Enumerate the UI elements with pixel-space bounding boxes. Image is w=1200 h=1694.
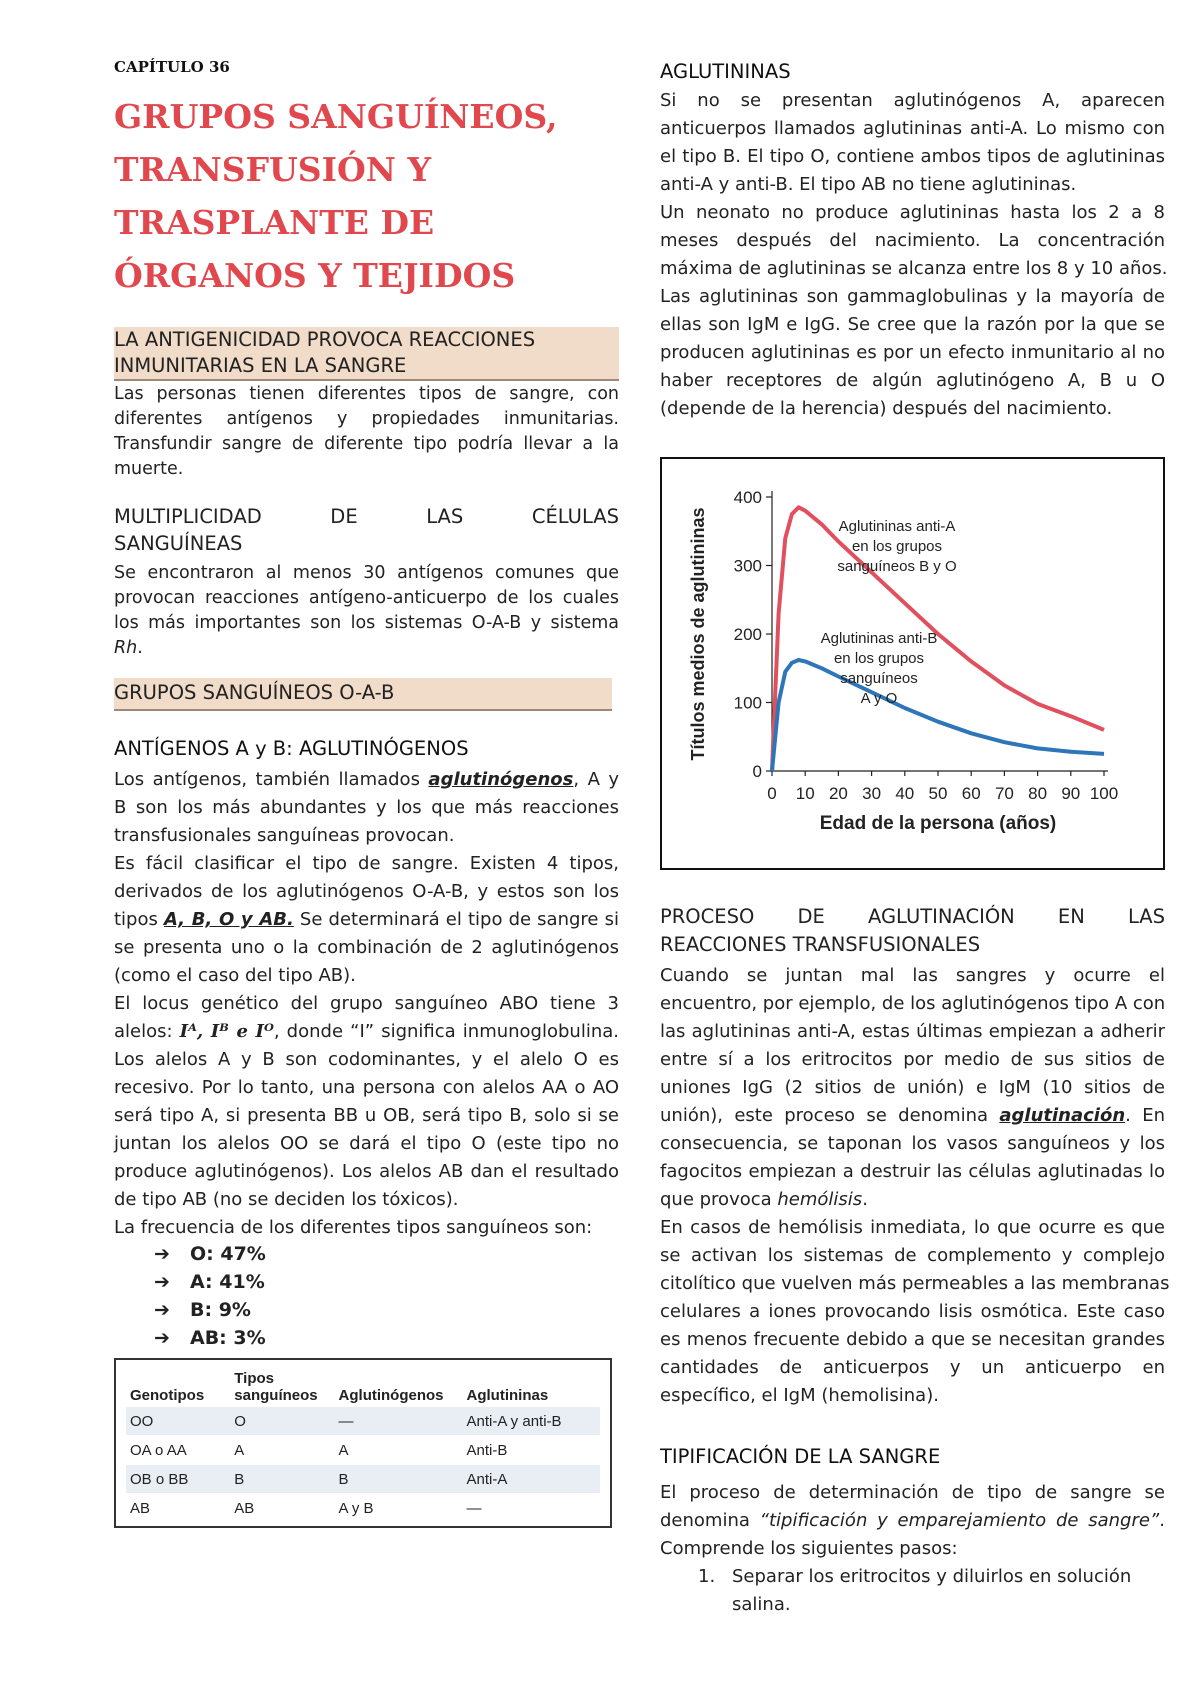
y-tick-label: 100 [733, 693, 762, 713]
x-tick-label: 30 [862, 784, 882, 803]
series-label: Aglutininas anti-A [838, 518, 956, 535]
table-row: OB o BB B B Anti-A [126, 1465, 600, 1494]
frequency-list [154, 1240, 266, 1352]
chapter-label: CAPÍTULO 36 [114, 58, 230, 76]
paragraph-antigenicidad: Las personas tienen diferentes tipos de sangre, con diferentes antígenos y propiedades inmunitarias. Transfundir sangre de diferente tipo podría llevar a la muerte. [114, 384, 619, 479]
table-row: OA o AA A A Anti-B [126, 1436, 600, 1465]
series-label: A y O [860, 690, 898, 707]
y-tick-label: 400 [733, 488, 762, 507]
agglutinin-chart [660, 457, 1165, 870]
heading-antigenos: ANTÍGENOS A y B: AGLUTINÓGENOS [114, 737, 469, 760]
arrow-icon: ➔ [154, 1243, 170, 1265]
y-tick-label: 200 [733, 625, 762, 644]
x-tick-label: 80 [1028, 784, 1048, 803]
paragraph-aglutininas: Si no se presentan aglutinógenos A, aparecen anticuerpos llamados aglutininas anti-A. Lo mismo con el tipo B. El tipo O, contiene ambos tipos de aglutininas anti-A y anti-B. El tipo AB no tiene aglutininas. Un neonato no produce aglutininas hasta los 2 a 8 meses después del nacimiento. La concentración máxima de aglutininas se alcanza entre los 8 y 10 años. Las aglutininas son gammaglobulinas y la mayoría de ellas son IgM e IgG. Se cree que la razón por la que se producen aglutininas es por un efecto inmunitario al no haber receptores de algún aglutinógeno A, B u O (depende de la herencia) después del nacimiento. [660, 90, 1168, 419]
arrow-icon: ➔ [154, 1299, 170, 1321]
list-item: ➔ AB: 3% [154, 1324, 266, 1352]
table-row: OO O — Anti-A y anti-B [126, 1407, 600, 1436]
x-tick-label: 70 [994, 784, 1014, 803]
series-label: en los grupos [851, 538, 943, 555]
paragraph-antigenos: Los antígenos, también llamados aglutinógenos, A y B son los más abundantes y los que más reacciones transfusionales sanguíneas provocan. Es fácil clasificar el tipo de sangre. Existen 4 tipos, derivados de los aglutinógenos O-A-B, y estos son los tipos A, B, O y AB. Se determinará el tipo de sangre si se presenta uno o la combinación de 2 aglutinógenos (como el caso del tipo AB). El locus genético del grupo sanguíneo ABO tiene 3 alelos: Iᴬ, Iᴮ e Iᴼ, donde “I” significa inmunoglobulina. Los alelos A y B son codominantes, y el alelo O es recesivo. Por lo tanto, una persona con alelos AA o AO será tipo A, si presenta BB u OB, será tipo B, solo si se juntan los alelos OO se dará el tipo O (este tipo no produce aglutinógenos). Los alelos AB dan el resultado de tipo AB (no se deciden los tóxicos). La frecuencia de los diferentes tipos sanguíneos son: [114, 769, 620, 1238]
table-header: Tipos sanguíneos [234, 1370, 318, 1404]
series-line-2 [772, 660, 1104, 771]
steps-list [660, 1563, 1165, 1619]
chart-svg [662, 459, 1163, 868]
list-item: ➔ O: 47% [154, 1240, 266, 1268]
x-tick-label: 40 [895, 784, 915, 803]
x-tick-label: 10 [795, 784, 815, 803]
section-band-antigenicidad: LA ANTIGENICIDAD PROVOCA REACCIONES INMUNITARIAS EN LA SANGRE [114, 327, 619, 381]
x-tick-label: 50 [928, 784, 948, 803]
series-label: sanguíneos B y O [837, 558, 957, 575]
table-header: Genotipos [130, 1387, 205, 1404]
paragraph-aglutinacion: Cuando se juntan mal las sangres y ocurre el encuentro, por ejemplo, de los aglutinógenos tipo A con las aglutininas anti-A, estas últimas empiezan a adherir entre sí a los eritrocitos por medio de sus sitios de uniones IgG (2 sitios de unión) e IgM (10 sitios de unión), este proceso se denomina aglutinación. En consecuencia, se taponan los vasos sanguíneos y los fagocitos empiezan a destruir las células aglutinadas lo que provoca hemólisis. En casos de hemólisis inmediata, lo que ocurre es que se activan los sistemas de complemento y complejo citolítico que vuelven más permeables a las membranas celulares a iones provocando lisis osmótica. Este caso es menos frecuente debido a que se necesitan grandes cantidades de anticuerpos y un anticuerpo en específico, el IgM (hemolisina). [660, 965, 1170, 1406]
list-item: ➔ A: 41% [154, 1268, 266, 1296]
x-tick-label: 100 [1089, 784, 1119, 803]
arrow-icon: ➔ [154, 1271, 170, 1293]
heading-multiplicidad: MULTIPLICIDAD DE LAS CÉLULAS SANGUÍNEAS [114, 505, 619, 555]
series-label: en los grupos [833, 650, 925, 667]
series-label: Aglutininas anti-B [820, 630, 938, 647]
y-tick-label: 300 [733, 556, 762, 576]
paragraph-multiplicidad: Se encontraron al menos 30 antígenos comunes que provocan reacciones antígeno-anticuerpo de los cuales los más importantes son los sistemas O-A-B y sistema Rh. [114, 563, 619, 658]
y-tick-label: 0 [752, 762, 762, 781]
x-tick-label: 60 [961, 784, 981, 803]
blood-type-table [114, 1358, 612, 1528]
x-tick-label: 20 [828, 784, 848, 803]
series-label: sanguíneos [840, 670, 918, 687]
table-row: AB AB A y B — [126, 1494, 600, 1523]
section-band-grupos-oab: GRUPOS SANGUÍNEOS O-A-B [114, 678, 612, 711]
heading-aglutinacion: PROCESO DE AGLUTINACIÓN EN LAS REACCIONES TRANSFUSIONALES [660, 905, 1165, 956]
list-item: ➔ B: 9% [154, 1296, 266, 1324]
arrow-icon: ➔ [154, 1327, 170, 1349]
paragraph-tipificacion: El proceso de determinación de tipo de sangre se denomina “tipificación y emparejamiento de sangre”. Comprende los siguientes pasos: [660, 1482, 1165, 1559]
x-tick-label: 0 [767, 784, 777, 803]
y-axis-label: Títulos medios de aglutininas [688, 507, 708, 761]
chapter-title: GRUPOS SANGUÍNEOS, TRANSFUSIÓN Y TRASPLANTE DE ÓRGANOS Y TEJIDOS [114, 97, 558, 295]
list-item: 1. Separar los eritrocitos y diluirlos en solución salina. [698, 1566, 1132, 1615]
x-tick-label: 90 [1061, 784, 1081, 803]
heading-tipificacion: TIPIFICACIÓN DE LA SANGRE [660, 1445, 941, 1468]
table-header: Aglutinógenos [338, 1387, 444, 1404]
x-axis-label: Edad de la persona (años) [819, 813, 1057, 834]
table-header: Aglutininas [466, 1387, 549, 1404]
heading-aglutininas: AGLUTININAS [660, 60, 791, 83]
